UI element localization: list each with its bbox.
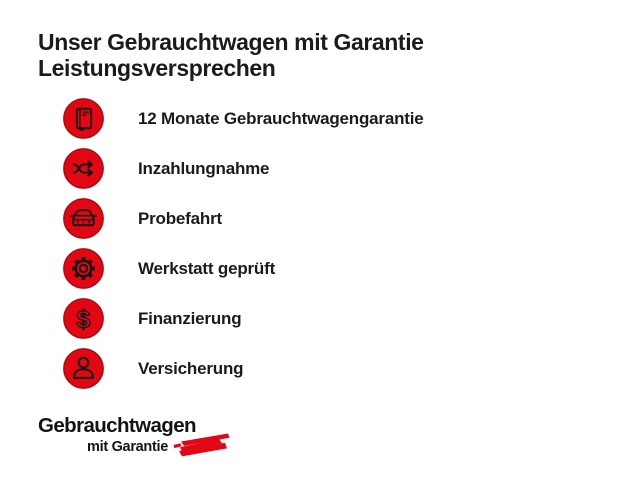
trade-in-shuffle-icon	[63, 148, 104, 189]
benefit-label: Probefahrt	[138, 208, 222, 228]
benefits-list	[63, 98, 424, 398]
logo-text-line-2: mit Garantie	[87, 439, 169, 455]
warranty-booklet-icon	[63, 98, 104, 139]
list-item	[63, 298, 424, 339]
title-line-1: Unser Gebrauchtwagen mit Garantie	[38, 29, 424, 55]
benefit-label: Versicherung	[138, 358, 244, 378]
red-swoosh-icon	[172, 432, 230, 458]
list-item	[63, 98, 424, 139]
list-item	[63, 148, 424, 189]
benefit-label: Finanzierung	[138, 308, 242, 328]
gear-icon	[63, 248, 104, 289]
list-item	[63, 348, 424, 389]
logo-text-line-1: Gebrauchtwagen	[38, 414, 196, 437]
list-item	[63, 198, 424, 239]
svg-text:$: $	[76, 306, 91, 334]
title-line-2: Leistungsversprechen	[38, 55, 276, 81]
benefit-label: Werkstatt geprüft	[138, 258, 276, 278]
list-item	[63, 248, 424, 289]
benefit-label: 12 Monate Gebrauchtwagengarantie	[138, 108, 424, 128]
car-icon	[63, 198, 104, 239]
gebrauchtwagen-mit-garantie-logo	[38, 414, 238, 458]
page-title	[38, 29, 424, 81]
benefit-label: Inzahlungnahme	[138, 158, 270, 178]
dollar-icon	[63, 298, 104, 339]
person-icon	[63, 348, 104, 389]
